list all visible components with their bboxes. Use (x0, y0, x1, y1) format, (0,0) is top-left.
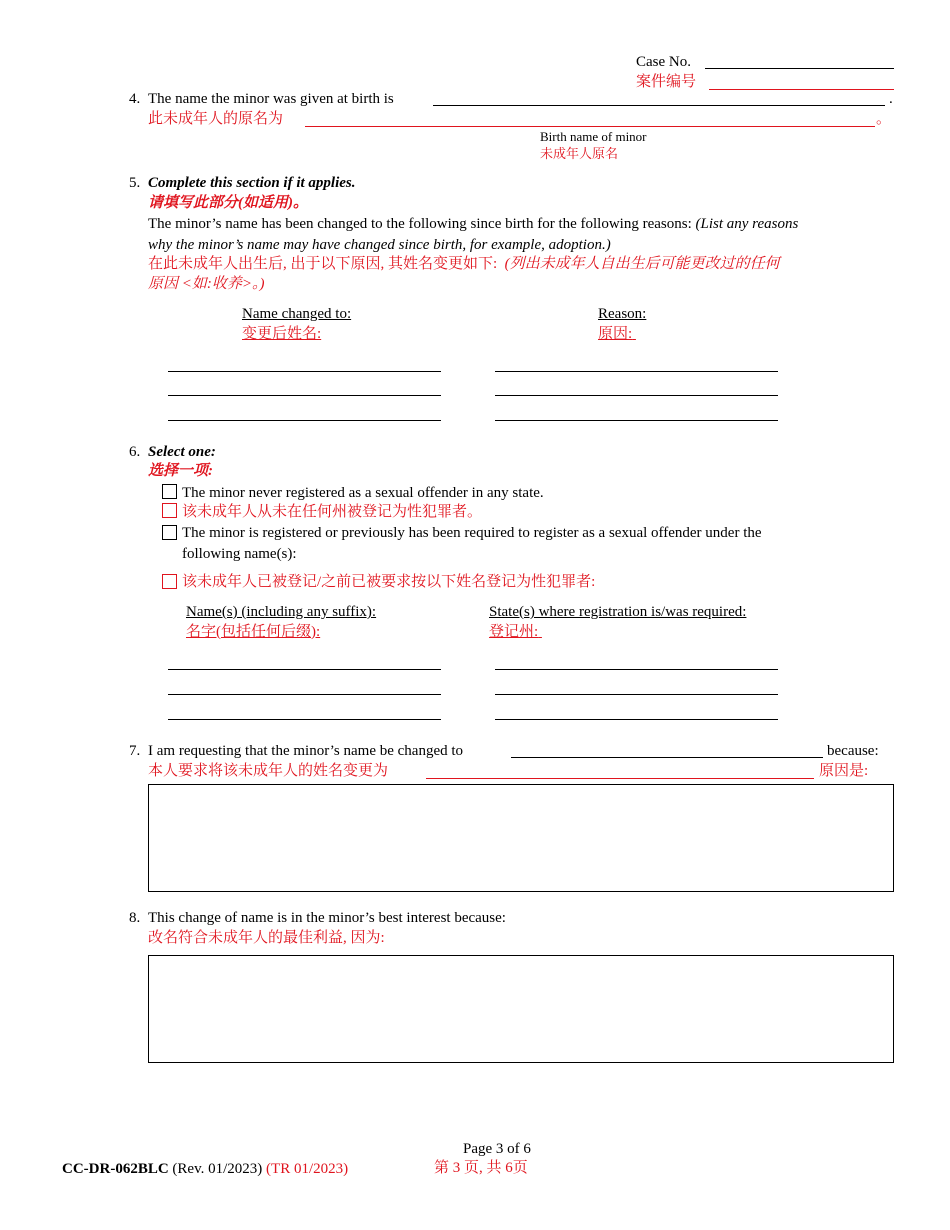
s6-col-states-header: State(s) where registration is/was required: (489, 604, 747, 620)
s5-body-zh-line2: 原因 <如:收养>。) (148, 276, 265, 292)
s5-body-line2: why the minor’s name may have changed since birth, for example, adoption.) (148, 237, 611, 253)
s5-number: 5. (129, 175, 141, 191)
s4-number: 4. (129, 91, 141, 107)
case-no-field-zh[interactable] (709, 89, 894, 90)
s5-title-zh: 请填写此部分(如适用)。 (148, 195, 308, 211)
never-registered-checkbox[interactable] (162, 484, 177, 499)
s4-period-zh: 。 (876, 111, 892, 127)
registered-checkbox-zh[interactable] (162, 574, 177, 589)
opt-never-registered-label: The minor never registered as a sexual offender in any state. (182, 485, 544, 501)
opt-registered-label-zh: 该未成年人已被登记/之前已被要求按以下姓名登记为性犯罪者: (182, 574, 596, 590)
s5-body-line1: The minor’s name has been changed to the following since birth for the following reasons: (List any reasons (148, 216, 799, 232)
s5-col-name-header: Name changed to: (242, 306, 352, 322)
s6-number: 6. (129, 444, 141, 460)
s5-col-name-header-zh: 变更后姓名: (242, 326, 322, 342)
s5-reason-field-3[interactable] (495, 420, 778, 421)
case-no-field[interactable] (705, 68, 894, 69)
s6-state-field-2[interactable] (495, 694, 778, 695)
new-name-field-zh[interactable] (426, 778, 814, 779)
s7-text-zh: 本人要求将该未成年人的姓名变更为 (148, 763, 389, 779)
form-id-line (62, 1159, 348, 1179)
s5-col-reason-header: Reason: (598, 306, 647, 322)
s5-name-field-2[interactable] (168, 395, 441, 396)
s7-text: I am requesting that the minor’s name be changed to (148, 743, 464, 759)
never-registered-checkbox-zh[interactable] (162, 503, 177, 518)
s6-state-field-3[interactable] (495, 719, 778, 720)
new-name-field[interactable] (511, 757, 823, 758)
s4-text: The name the minor was given at birth is (148, 91, 394, 107)
s6-name-field-3[interactable] (168, 719, 441, 720)
s5-name-field-1[interactable] (168, 371, 441, 372)
s6-name-field-2[interactable] (168, 694, 441, 695)
s5-reason-field-2[interactable] (495, 395, 778, 396)
case-no-label-zh: 案件编号 (636, 74, 697, 90)
s8-text-zh: 改名符合未成年人的最佳利益, 因为: (148, 930, 385, 946)
s5-col-reason-header-zh: 原因: (598, 326, 633, 342)
registered-checkbox[interactable] (162, 525, 177, 540)
form-translation-revision: (TR 01/2023) (266, 1161, 349, 1177)
s8-text: This change of name is in the minor’s best interest because: (148, 910, 506, 926)
s7-number: 7. (129, 743, 141, 759)
page-number-zh: 第 3 页, 共 6页 (434, 1160, 528, 1176)
s7-because: because: (827, 743, 879, 759)
birth-name-caption: Birth name of minor (540, 129, 647, 144)
opt-registered-label-line2: following name(s): (182, 546, 297, 562)
s6-title: Select one: (148, 444, 216, 460)
birth-name-field[interactable] (433, 105, 885, 106)
birth-name-field-zh[interactable] (305, 126, 875, 127)
opt-never-registered-label-zh: 该未成年人从未在任何州被登记为性犯罪者。 (182, 504, 483, 520)
reason-textbox[interactable] (148, 784, 894, 892)
best-interest-textbox[interactable] (148, 955, 894, 1063)
page-number: Page 3 of 6 (463, 1141, 531, 1157)
s5-name-field-3[interactable] (168, 420, 441, 421)
form-id: CC-DR-062BLC (62, 1161, 169, 1177)
s6-title-zh: 选择一项: (148, 463, 213, 479)
s4-period: . (889, 91, 893, 107)
s6-state-field-1[interactable] (495, 669, 778, 670)
s6-col-states-header-zh: 登记州: (489, 624, 539, 640)
s5-title: Complete this section if it applies. (148, 175, 356, 191)
case-no-label: Case No. (636, 54, 691, 70)
s4-text-zh: 此未成年人的原名为 (148, 111, 284, 127)
s7-because-zh: 原因是: (819, 763, 869, 779)
s5-reason-field-1[interactable] (495, 371, 778, 372)
opt-registered-label-line1: The minor is registered or previously has been required to register as a sexual offender under the (182, 525, 762, 541)
s5-body-zh-line1: 在此未成年人出生后, 出于以下原因, 其姓名变更如下: (列出未成年人自出生后可能更改过的任何 (148, 256, 780, 272)
s8-number: 8. (129, 910, 141, 926)
birth-name-caption-zh: 未成年人原名 (540, 146, 619, 161)
s6-name-field-1[interactable] (168, 669, 441, 670)
s6-col-names-header: Name(s) (including any suffix): (186, 604, 377, 620)
s6-col-names-header-zh: 名字(包括任何后缀): (186, 624, 321, 640)
form-revision: (Rev. 01/2023) (172, 1161, 263, 1177)
